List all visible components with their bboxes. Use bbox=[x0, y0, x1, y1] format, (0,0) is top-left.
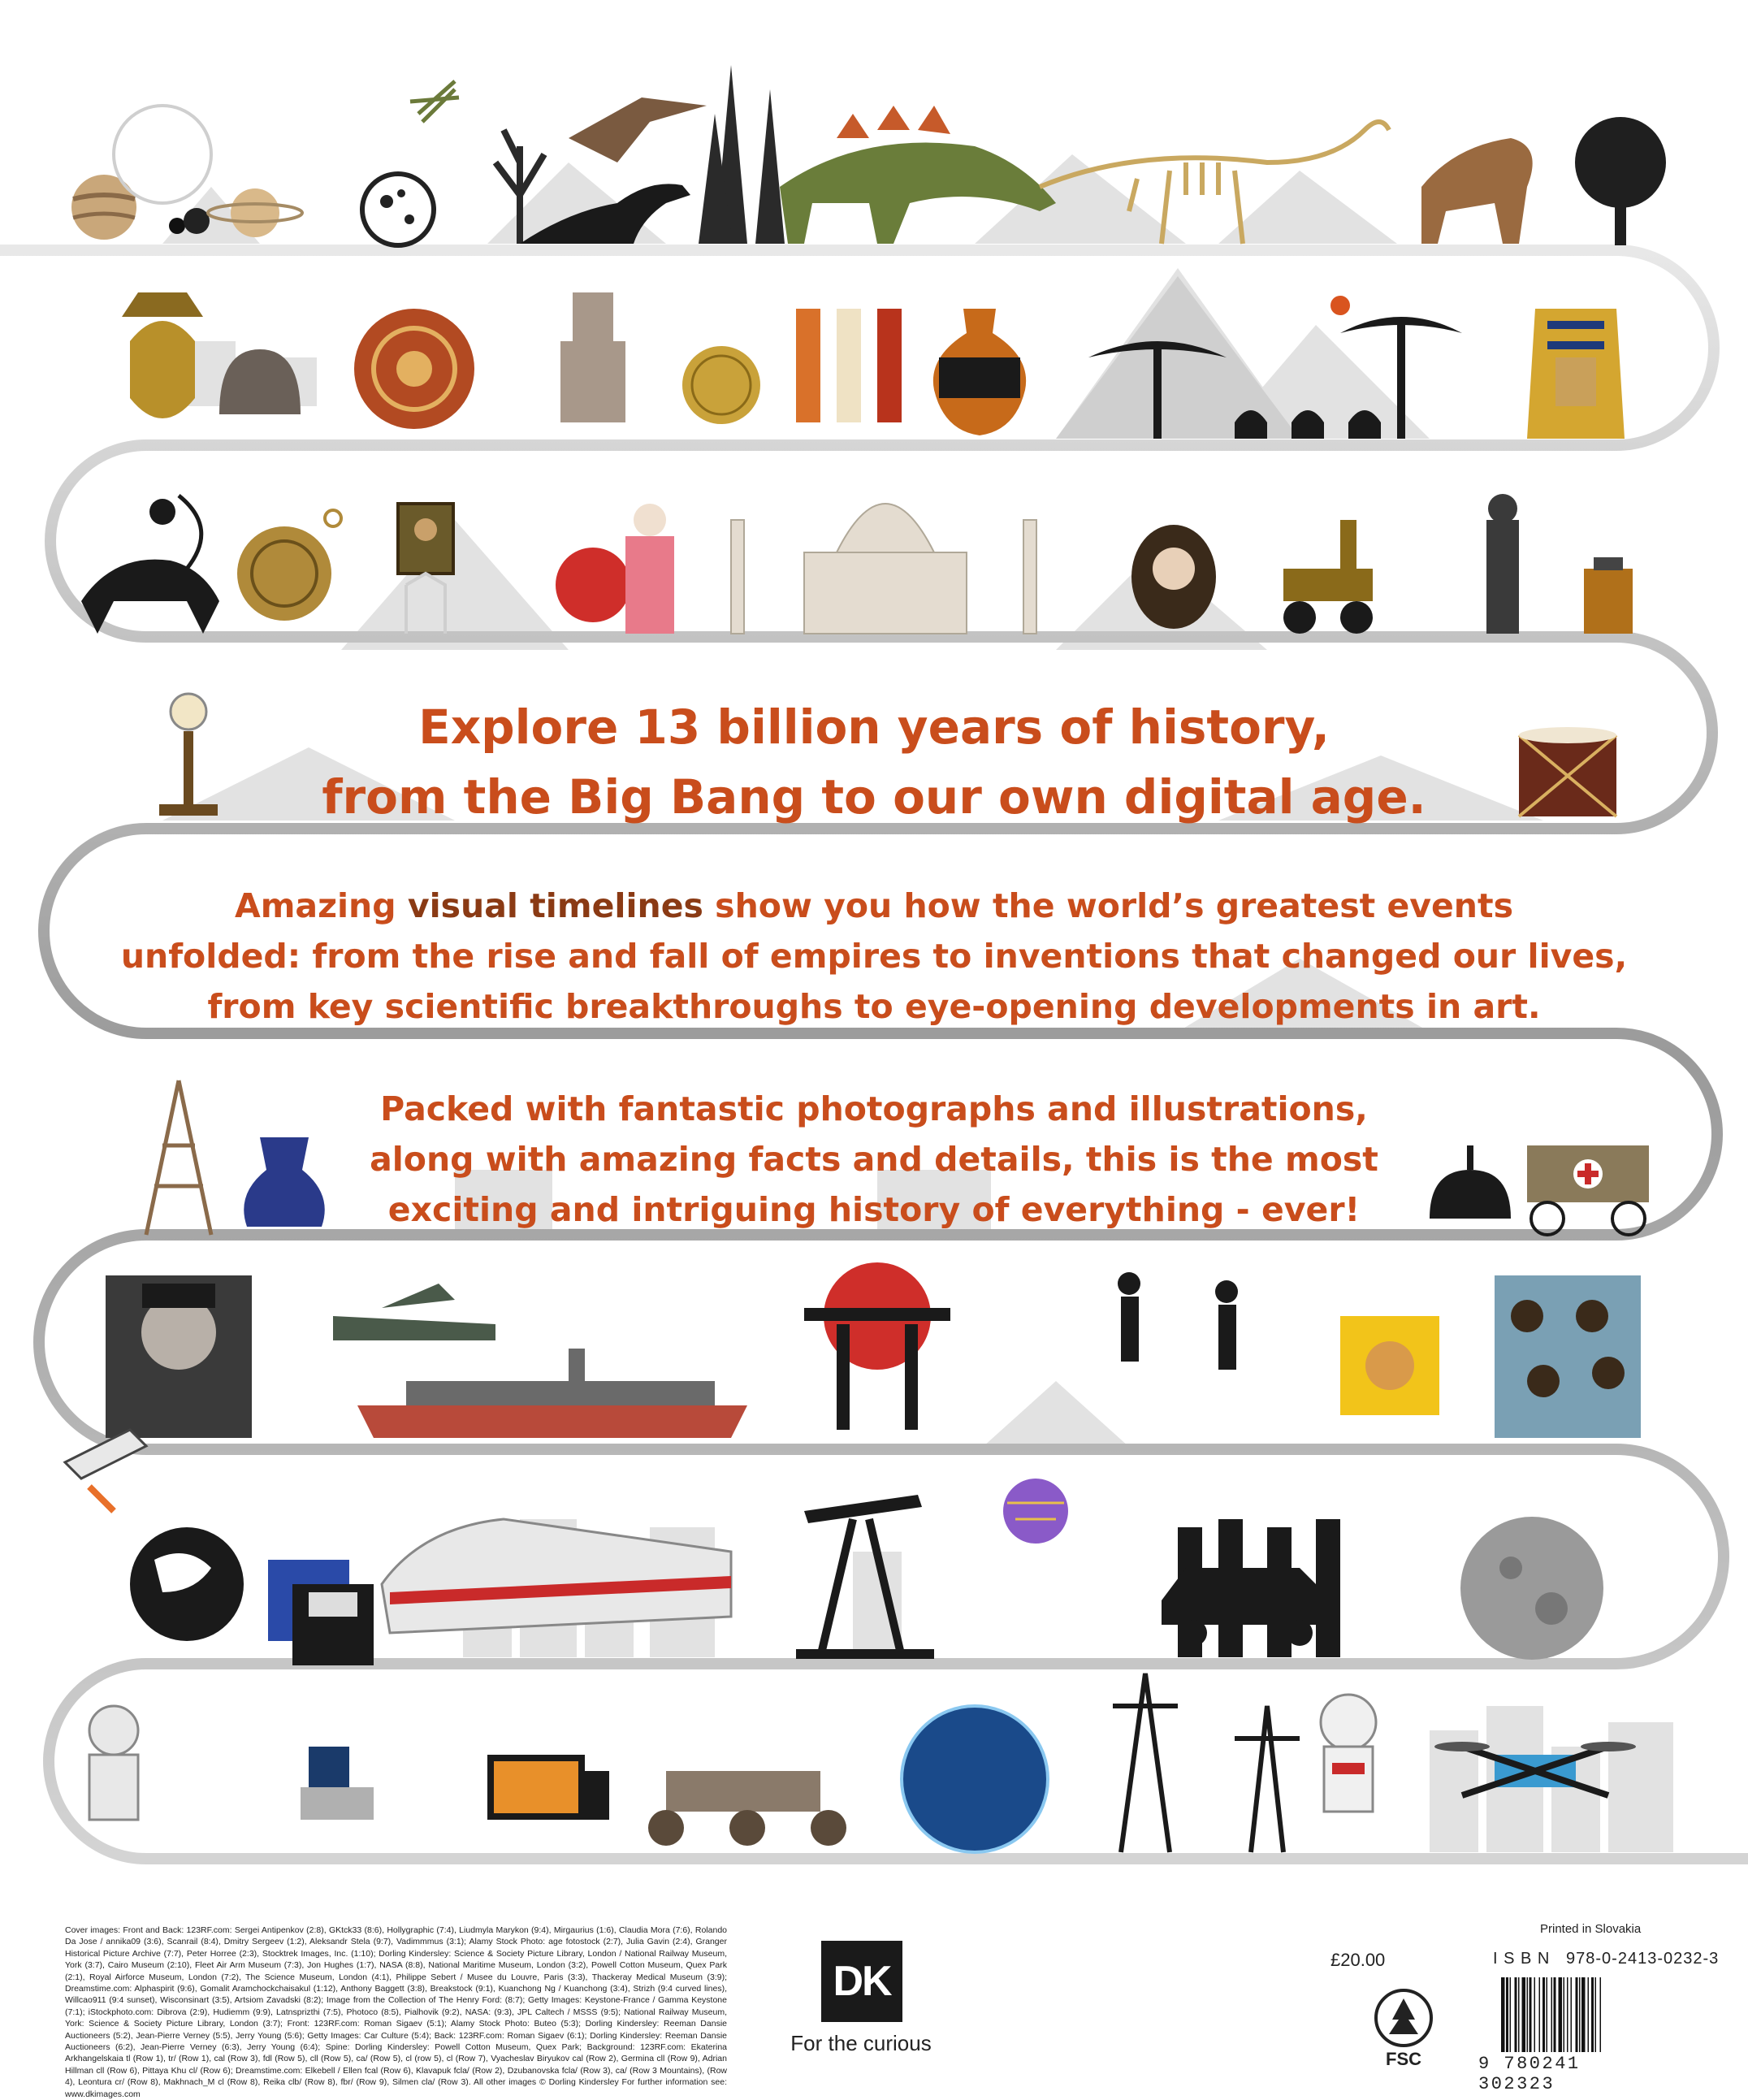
dk-tagline: For the curious bbox=[790, 2031, 932, 2055]
headline-line-1: Explore 13 billion years of history, bbox=[418, 699, 1330, 755]
barcode-bar bbox=[1588, 1977, 1590, 2052]
taj-mahal-icon bbox=[731, 504, 1036, 634]
camel-caravan-icon bbox=[1235, 410, 1381, 439]
tutankhamun-mask-icon bbox=[1527, 309, 1625, 439]
moon-icon bbox=[1460, 1517, 1603, 1660]
dk-logo: DK bbox=[821, 1941, 902, 2022]
steam-engine-icon bbox=[1283, 520, 1373, 634]
astronaut-icon bbox=[89, 1706, 138, 1820]
paragraph-1-line-3: from key scientific breakthroughs to eye-opening developments in art. bbox=[207, 987, 1541, 1026]
limousine-icon bbox=[1162, 1568, 1332, 1646]
printed-in: Printed in Slovakia bbox=[1540, 1922, 1642, 1936]
spitfire-icon bbox=[333, 1284, 495, 1340]
barcode-bar bbox=[1518, 1977, 1520, 2052]
barcode-bar bbox=[1539, 1977, 1541, 2052]
price: £20.00 bbox=[1330, 1950, 1386, 1970]
tree-icon bbox=[1575, 117, 1666, 245]
barcode-bar bbox=[1564, 1977, 1565, 2052]
geisha-icon bbox=[556, 504, 674, 634]
pyramids-icon bbox=[1056, 276, 1300, 439]
beatles-icon bbox=[1495, 1275, 1641, 1438]
paragraph-1-line-1 bbox=[0, 881, 1748, 931]
terracotta-warrior-icon bbox=[560, 292, 625, 422]
headline-line-2: from the Big Bang to our own digital age. bbox=[322, 769, 1426, 825]
barcode-bar bbox=[1559, 1977, 1563, 2052]
description-paragraph-1 bbox=[0, 881, 1748, 1032]
paragraph-2-line-3: exciting and intriguing history of everything - ever! bbox=[387, 1190, 1361, 1229]
barcode-bar bbox=[1501, 1977, 1505, 2052]
paragraph-2-line-2: along with amazing facts and details, this is the most bbox=[370, 1140, 1378, 1179]
barcode-bar bbox=[1551, 1977, 1553, 2052]
disco-ball-icon bbox=[1003, 1479, 1068, 1544]
barcode-bar bbox=[1530, 1977, 1532, 2052]
paragraph-1-line-2: unfolded: from the rise and fall of empires to inventions that changed our lives, bbox=[120, 937, 1628, 976]
george-washington-icon bbox=[1131, 525, 1216, 629]
sun-dot-icon bbox=[1330, 296, 1350, 315]
astrolabe-icon bbox=[237, 510, 341, 621]
paragraph-1-line-1-rest: show you how the world’s greatest events bbox=[703, 886, 1513, 925]
barcode-bar bbox=[1542, 1977, 1545, 2052]
fsc-label: FSC bbox=[1386, 2049, 1421, 2069]
barcode-bar bbox=[1510, 1977, 1512, 2052]
barcode-bar bbox=[1579, 1977, 1581, 2052]
roman-figures-icon bbox=[796, 309, 902, 422]
barcode-bar bbox=[1554, 1977, 1556, 2052]
barcode-digits: 9 780241 302323 bbox=[1478, 2054, 1581, 2094]
greek-amphora-icon bbox=[933, 309, 1026, 435]
roman-coin-icon bbox=[682, 346, 760, 424]
headline bbox=[0, 692, 1748, 832]
churchill-icon bbox=[106, 1275, 252, 1438]
barcode-bar bbox=[1527, 1977, 1529, 2052]
barcode-bar bbox=[1522, 1977, 1526, 2052]
robot-icon bbox=[1321, 1695, 1376, 1812]
benin-mask-icon bbox=[122, 292, 203, 418]
warship-icon bbox=[357, 1349, 747, 1438]
paragraph-2-line-1: Packed with fantastic photographs and illustrations, bbox=[380, 1089, 1368, 1128]
sabre-tooth-cat-icon bbox=[1421, 138, 1533, 244]
globe-outline-icon bbox=[114, 106, 211, 203]
torii-gate-icon bbox=[804, 1262, 950, 1430]
barcode-bar bbox=[1595, 1977, 1597, 2052]
power-pylon-icon bbox=[1113, 1674, 1300, 1852]
thumbs-up-icon bbox=[1340, 1316, 1439, 1415]
barcode-bar bbox=[1591, 1977, 1594, 2052]
barcode-bar bbox=[1567, 1977, 1568, 2052]
musicians-icon bbox=[1118, 1272, 1238, 1370]
barcode-bar bbox=[1547, 1977, 1548, 2052]
fsc-tree-icon bbox=[1373, 1987, 1434, 2049]
hubble-telescope-icon bbox=[301, 1747, 374, 1820]
barcode bbox=[1498, 1977, 1668, 2052]
barcode-bar bbox=[1506, 1977, 1508, 2052]
isbn: I S B N 978-0-2413-0232-3 bbox=[1493, 1950, 1720, 1968]
description-paragraph-2 bbox=[0, 1084, 1748, 1235]
laptop-devices-icon bbox=[487, 1755, 609, 1820]
earth-globe-icon bbox=[130, 1527, 244, 1641]
floppy-disks-icon bbox=[268, 1560, 374, 1665]
earth-network-icon bbox=[902, 1706, 1048, 1852]
pterosaur-icon bbox=[569, 97, 707, 162]
visual-timelines-highlight: visual timelines bbox=[407, 886, 703, 925]
space-shuttle-icon bbox=[65, 1430, 146, 1511]
medicine-bottle-icon bbox=[1584, 557, 1633, 634]
picture-credits: Cover images: Front and Back: 123RF.com: Sergei Antipenkov (2:8), GKtck33 (8:6), Hollygraphic (7:4), Liudmyla Marykon (9:4), Mirgaurius (1:6), Claudia Mora (7:6), Rolando Da Jose / annika09 (3:6), Scanrail (8:4), Dmitry Sergeev (1:2), Aleksandr Stela (9:7), Vadimmmus (3:1); Alamy Stock Photo: age fotostock (2:7), Julia Gavin (2:4), Granger Historical Picture Archive (7:7), Peter Horree (2:3), Stocktrek Images, Inc. (1:10); Dorling Kindersley: Science & Society Picture Library, London / National Railway Museum, York (3:7), Cairo Museum (2:10), Fleet Air Arm Museum (7:3), Jon Hughes (1:7), NASA (8:8), National Maritime Museum, London (3:2), Powell Cotton Museum, Quex Park (2:1), Royal Airforce Museum, London (7:2), The Science Museum, London (4:1), Philippe Sebert / Musee du Louvre, Paris (3:3), Thackeray Medical Museum (3:9); Dreamstime.com: Alphaspirit (9:6), Gomalit Aramchockchaisakul (1:12), Anthony Baggett (3:8), Breakstock (9:1), Kuanchong Ng / Kuanchong (3:4), Strizh (9:4 curved lines), Willcao911 (9:4 sunset), Wisconsinart (3:5), Artsiom Zavadski (8:2); Image from the Collection of The Henry Ford: (8:7); Getty Images: Keystone-France / Gamma Keystone (7:1); iStockphoto.com: Dibrova (2:9), Hudiemm (9:9), Latnsprizthi (7:5), Photoco (8:5), Pialhovik (9:2), NASA: (9:3), JPL Caltech / MSSS (9:5); National Railway Museum, York: Science & Society Picture Library, London (3:7); Front: 123RF.com: Roman Sigaev (5:1); Alamy Stock Photo: Buteo (5:3); Dorling Kindersley: Reeman Dansie Auctioneers (5:2), Jean-Pierre Verney (5:5), Jerry Young (5:6); Getty Images: Car Culture (5:4); Back: 123RF.com: Roman Sigaev (6:1); Dorling Kindersley: Reeman Dansie Auctioneers (6:2), Jean-Pierre Verney (6:3), Jerry Young (6:4); Spine: Dorling Kindersley: Powell Cotton Museum, Quex Park; Background: 123RF.com: Ekaterina Arkhangelskaia tl (Row 1), tr/ (Row 1), cal (Row 3), fdl (Row 5), cll (Row 5), ca/ (Row 5), cl (row 5), cl (Row 7), Vyacheslav Biryukov cal (Row 2), Germina cll (Row 9), Adrian Hillman cll (Row 6), Pittaya Khu cl/ (Row 6); Dreamstime.com: Elkebell / Ellen fcal (Row 6), Klavapuk fcla/ (Row 2), Dzubanovska fcla/ (Row 3), ca/ (Row 3 Mountains), (Row 4), Leontura cr/ (Row 8), Makhnach_M cl (Row 8), Reika clb/ (Row 8), fbr/ (Row 9), Silmen cla/ (Row 3). All other images © Dorling Kindersley For further information see: www.dkimages.com bbox=[65, 1925, 727, 2099]
barcode-bar bbox=[1571, 1977, 1573, 2052]
statue-icon bbox=[1486, 494, 1519, 634]
aztec-calendar-icon bbox=[354, 309, 474, 429]
atom-cell-icon bbox=[362, 174, 434, 245]
paragraph-1-lead: Amazing bbox=[234, 886, 408, 925]
barcode-bar bbox=[1581, 1977, 1586, 2052]
barcode-bar bbox=[1576, 1977, 1578, 2052]
mars-rover-icon bbox=[648, 1771, 846, 1846]
dragonfly-icon bbox=[410, 81, 459, 122]
mongol-archer-icon bbox=[81, 496, 219, 634]
barcode-bar bbox=[1600, 1977, 1602, 2052]
barcode-bar bbox=[1515, 1977, 1517, 2052]
barcode-bar bbox=[1534, 1977, 1536, 2052]
